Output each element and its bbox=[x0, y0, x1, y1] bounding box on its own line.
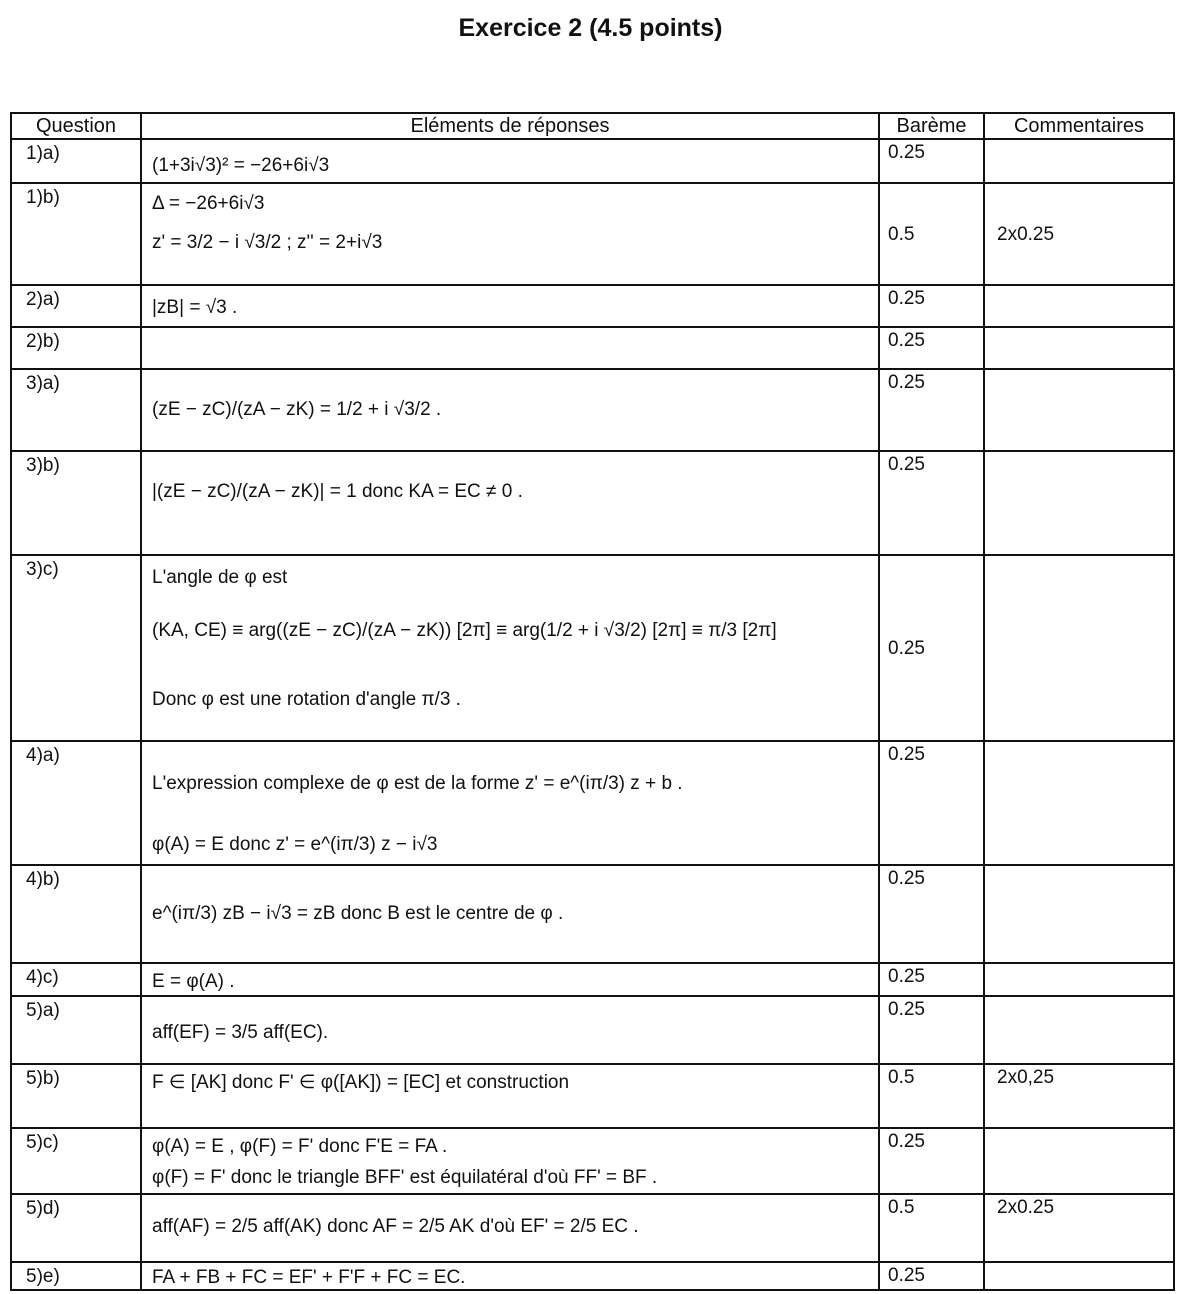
answer-line: e^(iπ/3) zB − i√3 = zB donc B est le centre de φ . bbox=[152, 903, 564, 924]
answer-line: φ(A) = E donc z' = e^(iπ/3) z − i√3 bbox=[152, 834, 438, 855]
answer-table bbox=[10, 112, 1175, 1291]
comment-cell: 2x0,25 bbox=[984, 1064, 1174, 1128]
comment-cell bbox=[984, 741, 1174, 865]
question-cell: 5)c) bbox=[11, 1128, 141, 1194]
answer-cell bbox=[141, 1262, 879, 1290]
comment-cell bbox=[984, 865, 1174, 963]
answer-cell bbox=[141, 369, 879, 451]
bareme-cell: 0.25 bbox=[879, 451, 984, 555]
answer-line: z' = 3/2 − i √3/2 ; z'' = 2+i√3 bbox=[152, 232, 383, 253]
answer-line: |zB| = √3 . bbox=[152, 297, 238, 318]
question-cell: 3)b) bbox=[11, 451, 141, 555]
table-row bbox=[11, 183, 1174, 285]
table-row bbox=[11, 963, 1174, 996]
answer-cell bbox=[141, 1064, 879, 1128]
bareme-cell: 0.5 bbox=[879, 1064, 984, 1128]
table-row bbox=[11, 285, 1174, 327]
question-cell: 3)a) bbox=[11, 369, 141, 451]
answer-line: Donc φ est une rotation d'angle π/3 . bbox=[152, 689, 461, 710]
comment-cell bbox=[984, 327, 1174, 369]
question-cell: 5)e) bbox=[11, 1262, 141, 1290]
comment-cell bbox=[984, 996, 1174, 1064]
table-row bbox=[11, 139, 1174, 183]
answer-cell bbox=[141, 741, 879, 865]
bareme-cell: 0.25 bbox=[879, 139, 984, 183]
answer-line: Δ = −26+6i√3 bbox=[152, 193, 265, 214]
comment-cell bbox=[984, 451, 1174, 555]
question-cell: 1)a) bbox=[11, 139, 141, 183]
header-elements: Eléments de réponses bbox=[141, 113, 879, 139]
answer-cell bbox=[141, 183, 879, 285]
question-cell: 1)b) bbox=[11, 183, 141, 285]
bareme-cell: 0.25 bbox=[879, 1262, 984, 1290]
answer-cell bbox=[141, 1194, 879, 1262]
answer-line: F ∈ [AK] donc F' ∈ φ([AK]) = [EC] et construction bbox=[152, 1072, 570, 1093]
table-row bbox=[11, 741, 1174, 865]
answer-cell bbox=[141, 555, 879, 741]
answer-line: FA + FB + FC = EF' + F'F + FC = EC. bbox=[152, 1267, 466, 1288]
bareme-cell: 0.25 bbox=[879, 369, 984, 451]
question-cell: 5)b) bbox=[11, 1064, 141, 1128]
table-row bbox=[11, 327, 1174, 369]
answer-line: (KA, CE) ≡ arg((zE − zC)/(zA − zK)) [2π] ≡ arg(1/2 + i √3/2) [2π] ≡ π/3 [2π] bbox=[152, 620, 777, 641]
table-row bbox=[11, 555, 1174, 741]
table-row bbox=[11, 451, 1174, 555]
answer-line: (1+3i√3)² = −26+6i√3 bbox=[152, 155, 330, 176]
table-row bbox=[11, 1064, 1174, 1128]
comment-cell bbox=[984, 963, 1174, 996]
answer-line: L'angle de φ est bbox=[152, 567, 288, 588]
question-cell: 4)a) bbox=[11, 741, 141, 865]
question-cell: 4)b) bbox=[11, 865, 141, 963]
comment-cell: 2x0.25 bbox=[984, 1194, 1174, 1262]
comment-cell bbox=[984, 1262, 1174, 1290]
comment-cell bbox=[984, 1128, 1174, 1194]
bareme-cell: 0.5 bbox=[879, 1194, 984, 1262]
answer-line: φ(F) = F' donc le triangle BFF' est équilatéral d'où FF' = BF . bbox=[152, 1167, 658, 1188]
table-row bbox=[11, 369, 1174, 451]
answer-cell bbox=[141, 996, 879, 1064]
answer-line: aff(AF) = 2/5 aff(AK) donc AF = 2/5 AK d'où EF' = 2/5 EC . bbox=[152, 1216, 639, 1237]
comment-cell bbox=[984, 139, 1174, 183]
question-cell: 2)a) bbox=[11, 285, 141, 327]
bareme-cell: 0.25 bbox=[879, 327, 984, 369]
answer-line: |(zE − zC)/(zA − zK)| = 1 donc KA = EC ≠ 0 . bbox=[152, 481, 523, 502]
table-header-row bbox=[11, 113, 1174, 139]
answer-line: L'expression complexe de φ est de la forme z' = e^(iπ/3) z + b . bbox=[152, 773, 683, 794]
answer-cell bbox=[141, 963, 879, 996]
bareme-cell: 0.25 bbox=[879, 285, 984, 327]
answer-cell bbox=[141, 451, 879, 555]
question-cell: 2)b) bbox=[11, 327, 141, 369]
answer-cell bbox=[141, 327, 879, 369]
bareme-cell: 0.25 bbox=[879, 555, 984, 741]
bareme-cell: 0.5 bbox=[879, 183, 984, 285]
bareme-cell: 0.25 bbox=[879, 865, 984, 963]
question-cell: 3)c) bbox=[11, 555, 141, 741]
bareme-cell: 0.25 bbox=[879, 996, 984, 1064]
question-cell: 4)c) bbox=[11, 963, 141, 996]
header-question: Question bbox=[11, 113, 141, 139]
answer-line: φ(A) = E , φ(F) = F' donc F'E = FA . bbox=[152, 1136, 448, 1157]
answer-line: aff(EF) = 3/5 aff(EC). bbox=[152, 1022, 329, 1043]
answer-cell bbox=[141, 139, 879, 183]
bareme-cell: 0.25 bbox=[879, 1128, 984, 1194]
bareme-cell: 0.25 bbox=[879, 741, 984, 865]
question-cell: 5)d) bbox=[11, 1194, 141, 1262]
header-bareme: Barème bbox=[879, 113, 984, 139]
comment-cell: 2x0.25 bbox=[984, 183, 1174, 285]
answer-line: (zE − zC)/(zA − zK) = 1/2 + i √3/2 . bbox=[152, 399, 442, 420]
comment-cell bbox=[984, 285, 1174, 327]
table-row bbox=[11, 1262, 1174, 1290]
answer-cell bbox=[141, 1128, 879, 1194]
header-commentaires: Commentaires bbox=[984, 113, 1174, 139]
comment-cell bbox=[984, 369, 1174, 451]
table-row bbox=[11, 865, 1174, 963]
question-cell: 5)a) bbox=[11, 996, 141, 1064]
bareme-cell: 0.25 bbox=[879, 963, 984, 996]
page-title: Exercice 2 (4.5 points) bbox=[458, 14, 723, 42]
table-row bbox=[11, 996, 1174, 1064]
table-row bbox=[11, 1194, 1174, 1262]
answer-line: E = φ(A) . bbox=[152, 971, 235, 992]
answer-cell bbox=[141, 865, 879, 963]
table-row bbox=[11, 1128, 1174, 1194]
comment-cell bbox=[984, 555, 1174, 741]
answer-cell bbox=[141, 285, 879, 327]
